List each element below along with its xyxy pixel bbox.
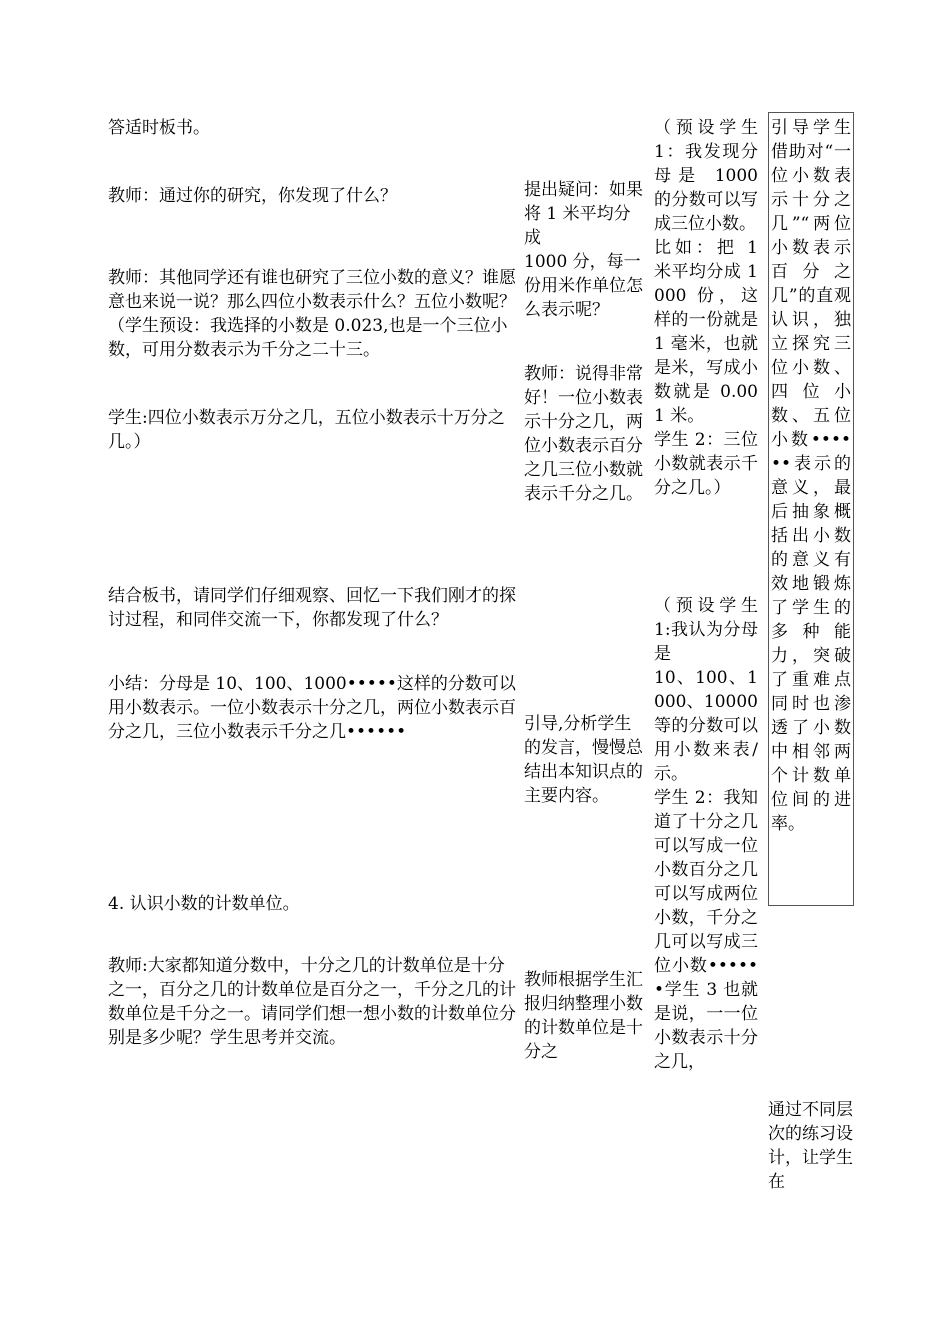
design-intent-column: [768, 112, 854, 1194]
text-teacher-summarize-unit: 教师根据学生汇报归纳整理小数的计数单位是十分之: [524, 970, 643, 1062]
text-summary: 小结：分母是 10、100、1000•••••这样的分数可以用小数表示。一位小数表示十分之几，两位小数表示百分之几，三位小数表示千分之几••••••: [108, 674, 516, 742]
text-teacher-question-discovery: 教师：通过你的研究，你发现了什么？: [108, 186, 397, 206]
section-heading-counting-unit: 4. 认识小数的计数单位。: [108, 894, 300, 914]
text-student1-preset-denominator: （预设学生 1:我认为分母是: [654, 596, 764, 664]
student-activity-column: [654, 116, 764, 1074]
text-student-preset-answer: （学生预设：我选择的小数是 0.023,也是一个三位小数，可用分数表示为千分之二十三。: [108, 316, 508, 360]
text-teacher-counting-unit: 教师:大家都知道分数中，十分之几的计数单位是十分之一，百分之几的计数单位是百分之一，千分之几的计数单位是千分之一。请同学们想一想小数的计数单位分别是多少呢？学生思考并交流。: [108, 956, 516, 1048]
text-guide-analysis: 引导,分析学生的发言，慢慢总结出本知识点的主要内容。: [524, 714, 643, 806]
teacher-activity-column: [524, 178, 646, 1064]
teaching-process-column: [108, 116, 520, 1050]
text-teacher-praise: 教师：说得非常好！一位小数表示十分之几，两位小数表示百分之几三位小数就表示千分之几。: [524, 364, 643, 504]
text-example-meter: 比如：把 1 米平均分成 1000 份，这样的一份就是 1 毫米，也就是米，写成小数就是 0.001 米。: [654, 238, 764, 426]
text-student-four-five-digit: 学生:四位小数表示万分之几，五位小数表示十万分之几。）: [108, 408, 505, 452]
design-intent-box: [768, 112, 854, 906]
text-student2-thousandths: 学生 2：三位小数就表示千分之几。）: [654, 430, 758, 498]
text-student1-preset: （预设学生 1：我发现分母是 1000 的分数可以写成三位小数。: [654, 118, 764, 234]
text-observe-board: 结合板书，请同学们仔细观察、回忆一下我们刚才的探讨过程，和同伴交流一下，你都发现了什么？: [108, 586, 516, 630]
text-teacher-question-decimals: 教师：其他同学还有谁也研究了三位小数的意义？谁愿意也来说一说？那么四位小数表示什么？五位小数呢？: [108, 268, 516, 312]
text-design-intent: 引导学生借助对“一位小数表示十分之几”“两位小数表示百分之几”的直观认识，独立探究三位小数、四位小数、五位小数••••••表示的意义，最后抽象概括出小数的意义有效地锻炼了学生的多种能力，突破了重难点同时也渗透了小数中相邻两个计数单位间的进率。: [771, 118, 851, 834]
text-practice-design: 通过不同层次的练习设计，让学生在: [768, 1100, 853, 1192]
text-denominator-list: 10、100、1 000、10000 等的分数可以用小数来表/示。: [654, 668, 764, 784]
text-raise-question-cont: 1000 分，每一份用米作单位怎么表示呢？: [524, 252, 643, 320]
text-raise-question: 提出疑问：如果将 1 米平均分成: [524, 180, 643, 248]
text-board-writing: 答适时板书。: [108, 118, 210, 138]
text-student2-student3: 学生 2：我知道了十分之几可以写成一位小数百分之几可以写成两位小数，千分之几可以写成三位小数••••••学生 3 也就是说，一一位小数表示十分之几，: [654, 788, 758, 1072]
